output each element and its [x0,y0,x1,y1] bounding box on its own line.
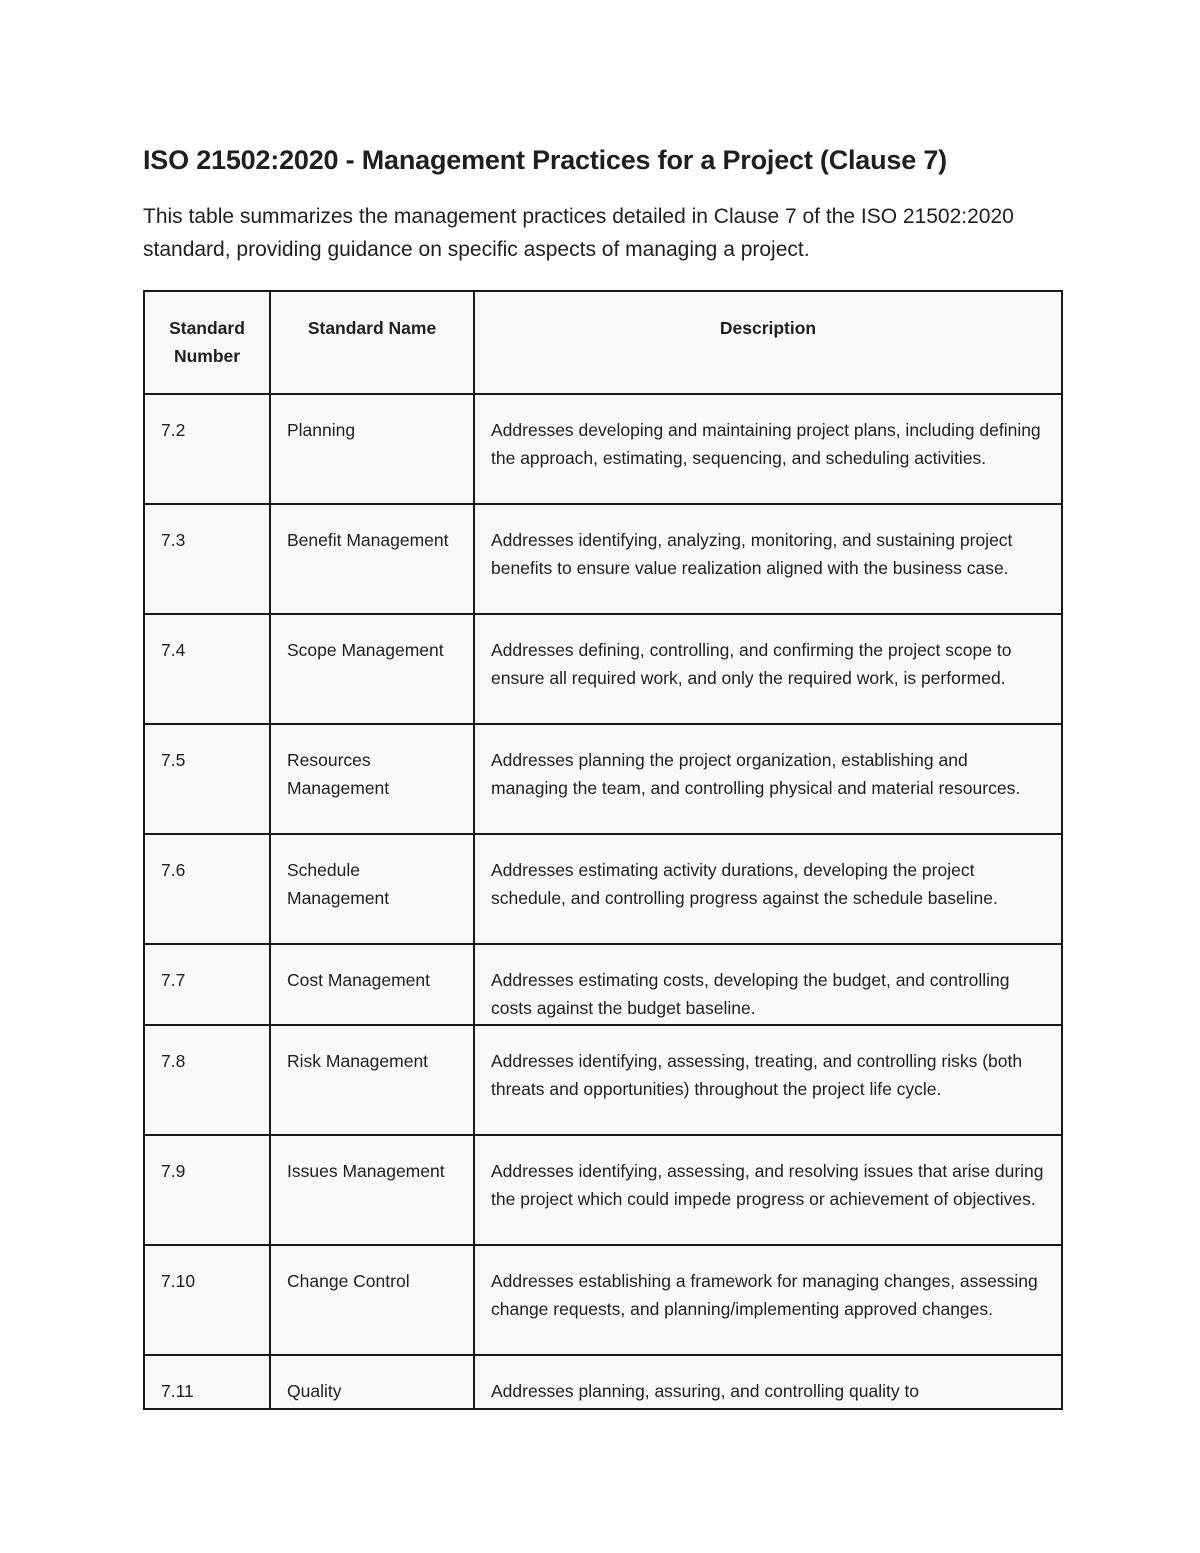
cell-description: Addresses developing and maintaining project plans, including defining the approach, estimating, sequencing, and scheduling activities. [474,394,1062,504]
cell-standard-number: 7.8 [144,1025,270,1135]
table-row [144,834,1062,944]
cell-description: Addresses identifying, analyzing, monitoring, and sustaining project benefits to ensure value realization aligned with the business case. [474,504,1062,614]
cell-standard-name: Scope Management [270,614,474,724]
cell-standard-name: Quality [270,1355,474,1409]
cell-description: Addresses estimating activity durations, developing the project schedule, and controlling progress against the schedule baseline. [474,834,1062,944]
cell-standard-name: Issues Management [270,1135,474,1245]
intro-paragraph: This table summarizes the management practices detailed in Clause 7 of the ISO 21502:2020 standard, providing guidance on specific aspects of managing a project. [143,205,1014,261]
table-row [144,394,1062,504]
table-row [144,504,1062,614]
cell-description: Addresses identifying, assessing, and resolving issues that arise during the project which could impede progress or achievement of objectives. [474,1135,1062,1245]
table-row [144,1355,1062,1409]
cell-standard-number: 7.4 [144,614,270,724]
cell-standard-number: 7.6 [144,834,270,944]
cell-standard-name: Schedule Management [270,834,474,944]
cell-standard-number: 7.5 [144,724,270,834]
table-row [144,944,1062,1025]
cell-standard-number: 7.3 [144,504,270,614]
cell-description: Addresses identifying, assessing, treating, and controlling risks (both threats and opportunities) throughout the project life cycle. [474,1025,1062,1135]
table-row [144,724,1062,834]
cell-standard-number: 7.10 [144,1245,270,1355]
document-page [143,140,1063,1410]
cell-standard-name: Change Control [270,1245,474,1355]
header-description: Description [474,291,1062,394]
table-row [144,1245,1062,1355]
table-row [144,1025,1062,1135]
header-standard-number: Standard Number [144,291,270,394]
cell-standard-number: 7.7 [144,944,270,1025]
cell-standard-name: Risk Management [270,1025,474,1135]
cell-description: Addresses planning the project organization, establishing and managing the team, and controlling physical and material resources. [474,724,1062,834]
cell-standard-number: 7.11 [144,1355,270,1409]
cell-standard-name: Benefit Management [270,504,474,614]
practices-table [143,290,1063,1410]
cell-standard-name: Planning [270,394,474,504]
cell-description: Addresses estimating costs, developing the budget, and controlling costs against the budget baseline. [474,944,1062,1025]
cell-description: Addresses planning, assuring, and controlling quality to [474,1355,1062,1409]
header-standard-name: Standard Name [270,291,474,394]
cell-description: Addresses defining, controlling, and confirming the project scope to ensure all required work, and only the required work, is performed. [474,614,1062,724]
table-header-row [144,291,1062,394]
cell-description: Addresses establishing a framework for managing changes, assessing change requests, and planning/implementing approved changes. [474,1245,1062,1355]
page-title: ISO 21502:2020 - Management Practices for a Project (Clause 7) [143,145,947,175]
cell-standard-name: Resources Management [270,724,474,834]
cell-standard-number: 7.9 [144,1135,270,1245]
table-row [144,614,1062,724]
table-row [144,1135,1062,1245]
cell-standard-number: 7.2 [144,394,270,504]
cell-standard-name: Cost Management [270,944,474,1025]
